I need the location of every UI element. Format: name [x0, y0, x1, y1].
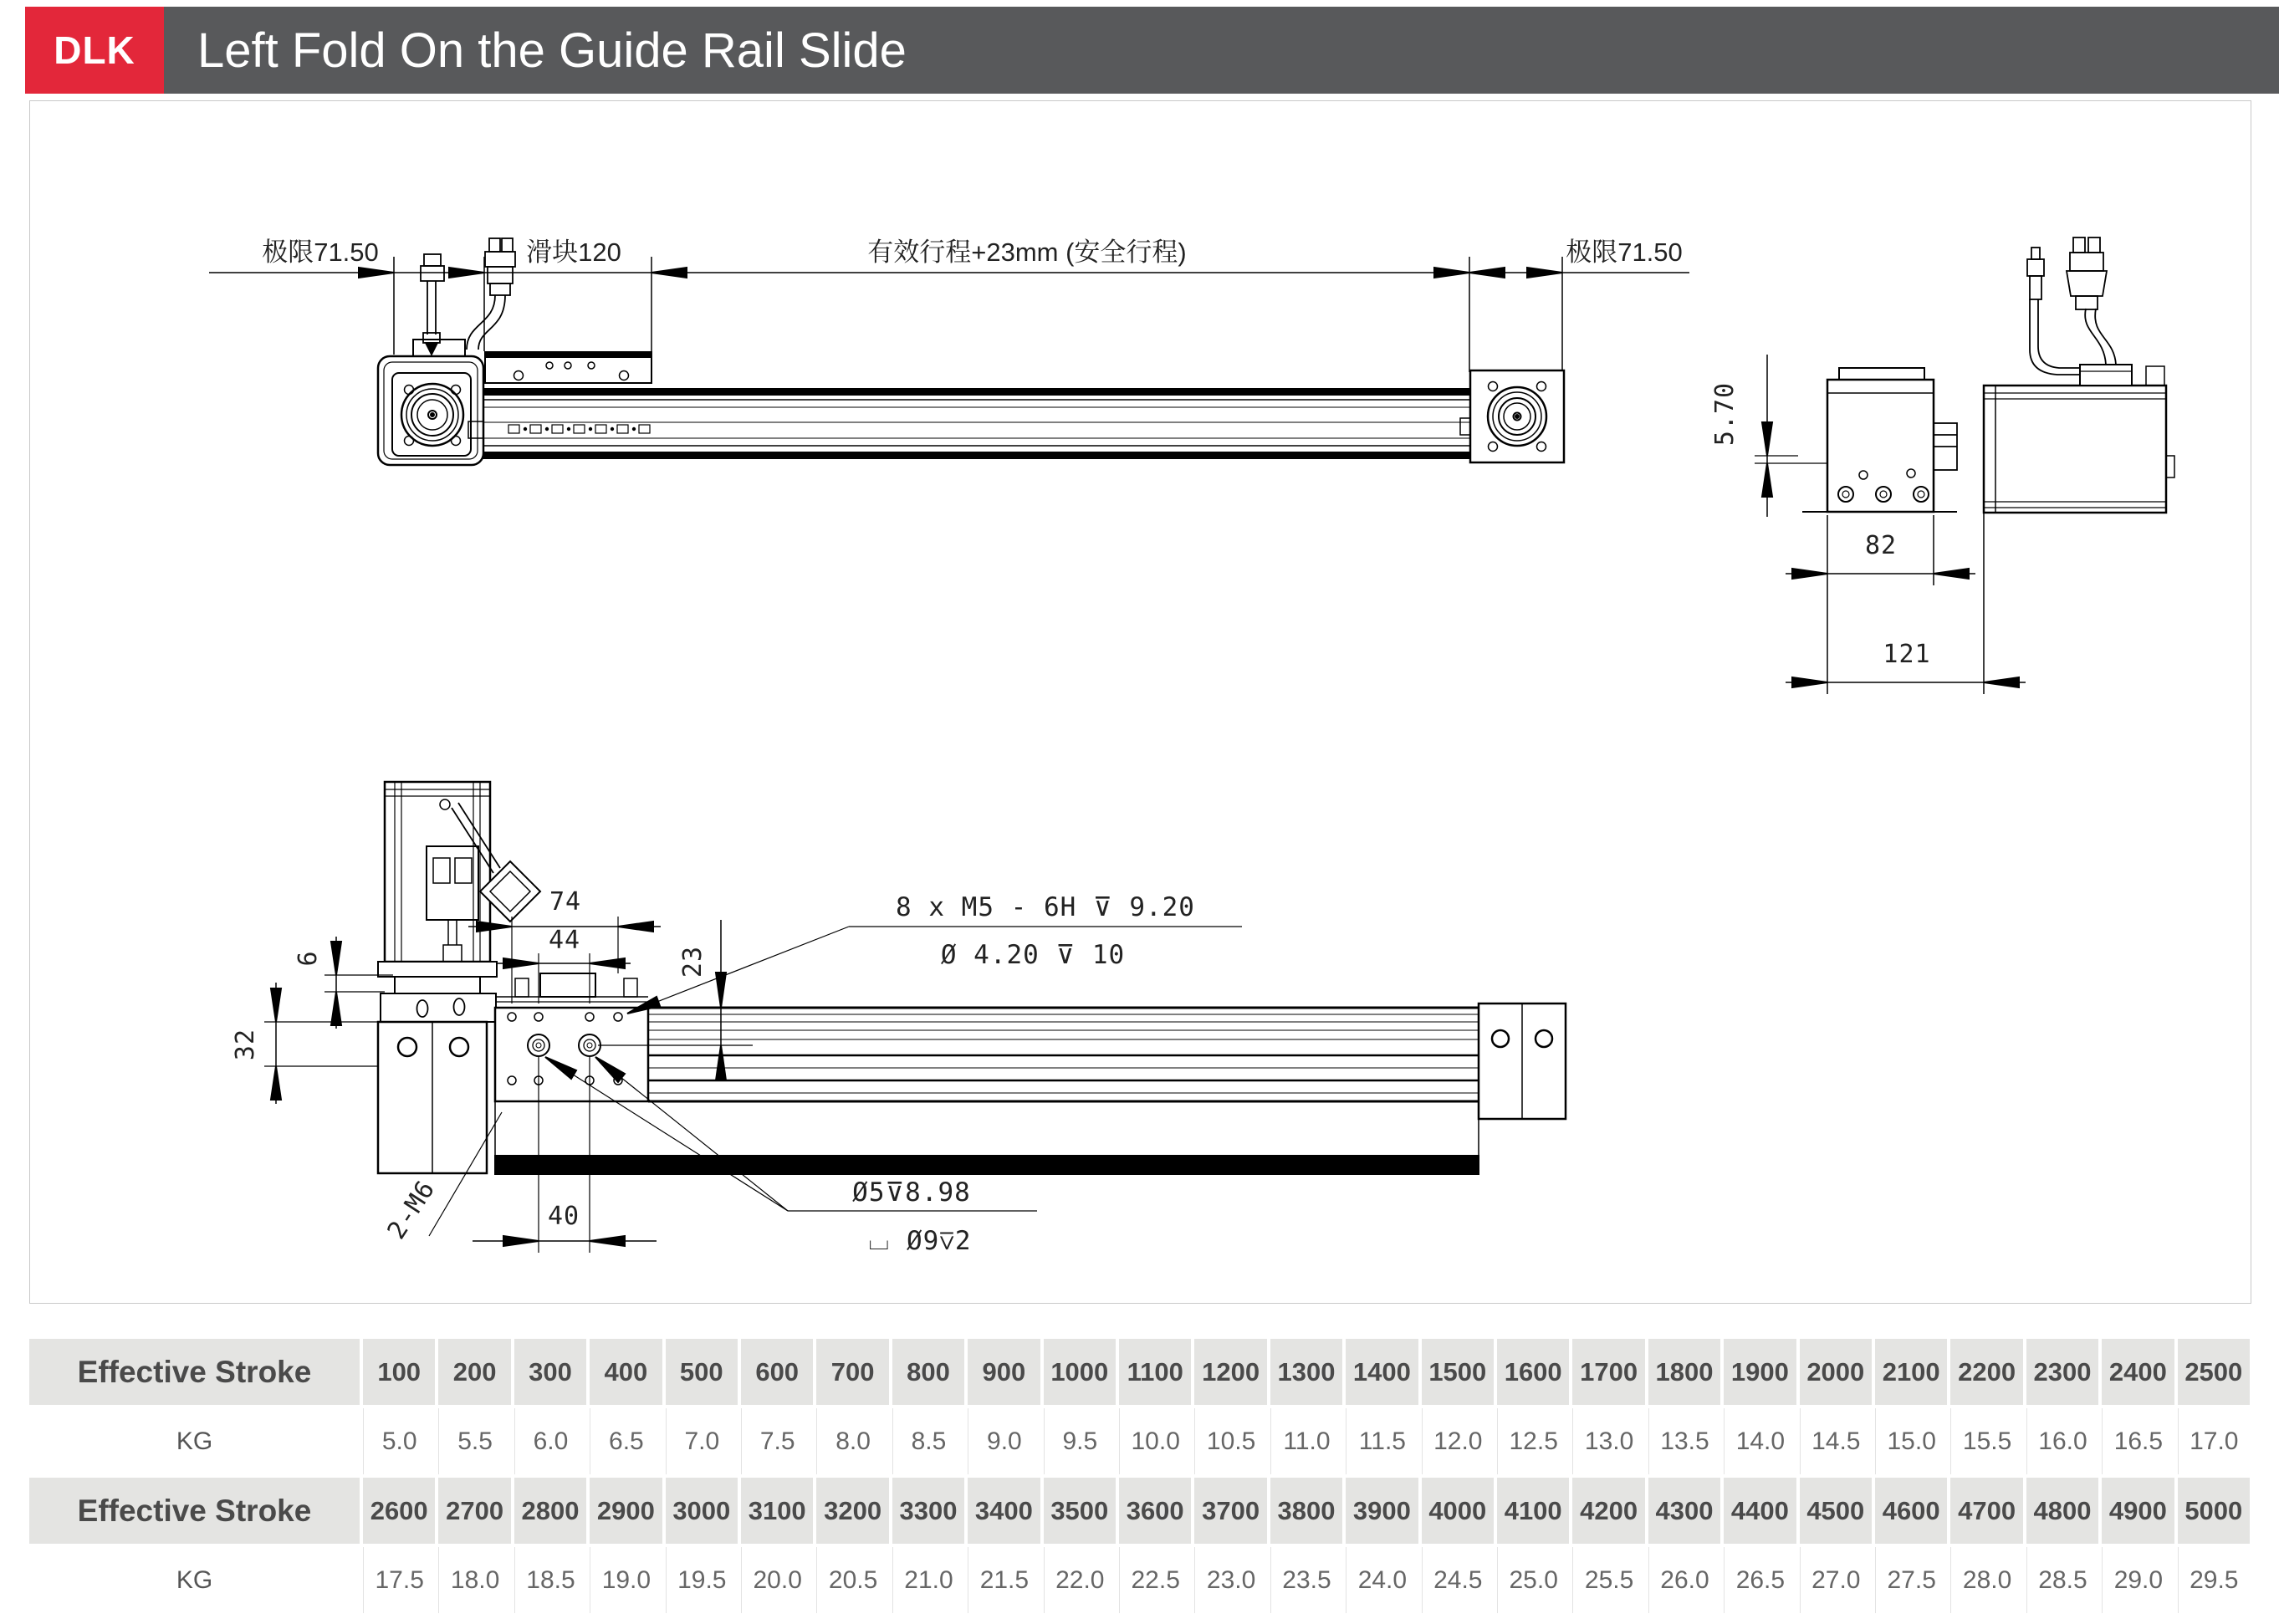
- kg-value: 17.0: [2178, 1408, 2250, 1474]
- stroke-value: 900: [968, 1339, 1040, 1405]
- slider-block-front-view: [495, 973, 648, 1101]
- kg-value: 5.0: [363, 1408, 435, 1474]
- kg-value: 22.0: [1044, 1547, 1116, 1613]
- row-label: KG: [29, 1408, 360, 1474]
- mount-block-front-view: [378, 1022, 487, 1173]
- connector-small-icon: [2031, 248, 2040, 259]
- label-2-m6: 2-M6: [381, 1175, 442, 1245]
- stroke-value: 100: [363, 1339, 435, 1405]
- kg-value: 24.5: [1422, 1547, 1494, 1613]
- stroke-value: 5000: [2178, 1478, 2250, 1544]
- stroke-value: 3600: [1119, 1478, 1191, 1544]
- front-view: [231, 782, 1566, 1256]
- stroke-value: 1800: [1648, 1339, 1720, 1405]
- kg-value: 16.0: [2026, 1408, 2098, 1474]
- callout-cb-line1: Ø5⊽8.98: [852, 1177, 971, 1208]
- kg-value: 19.0: [590, 1547, 662, 1613]
- stroke-value: 4900: [2102, 1478, 2174, 1544]
- kg-value: 27.5: [1875, 1547, 1947, 1613]
- stroke-value: 2600: [363, 1478, 435, 1544]
- row-label: Effective Stroke: [29, 1478, 360, 1544]
- kg-value: 22.5: [1119, 1547, 1191, 1613]
- table-row-kg: [29, 1408, 2250, 1474]
- dim-74: 74: [549, 887, 582, 917]
- kg-value: 7.5: [741, 1408, 813, 1474]
- base-front-view: [495, 1101, 1479, 1156]
- stroke-value: 3300: [892, 1478, 964, 1544]
- stroke-value: 4600: [1875, 1478, 1947, 1544]
- stroke-value: 3100: [741, 1478, 813, 1544]
- stroke-value: 1500: [1422, 1339, 1494, 1405]
- kg-value: 29.5: [2178, 1547, 2250, 1613]
- rail-top-view: [483, 389, 1470, 458]
- stroke-value: 500: [666, 1339, 738, 1405]
- belt-clamp-side-view: [1934, 423, 1957, 470]
- dim-23: 23: [678, 945, 708, 978]
- kg-value: 17.5: [363, 1547, 435, 1613]
- kg-value: 15.5: [1950, 1408, 2022, 1474]
- stroke-value: 4500: [1800, 1478, 1872, 1544]
- dim-121: 121: [1883, 640, 1931, 669]
- kg-value: 13.5: [1648, 1408, 1720, 1474]
- stroke-value: 4400: [1724, 1478, 1796, 1544]
- stroke-value: 1700: [1572, 1339, 1644, 1405]
- end-block-front-view: [1479, 1004, 1566, 1119]
- callout-m5-line1: 8 x M5 - 6H ⊽ 9.20: [896, 892, 1195, 922]
- stroke-value: 4300: [1648, 1478, 1720, 1544]
- dim-effective-stroke: 有效行程+23mm (安全行程): [867, 237, 1187, 267]
- brand-logo: DLK: [25, 7, 164, 94]
- dim-44: 44: [548, 926, 581, 955]
- stroke-value: 2100: [1875, 1339, 1947, 1405]
- kg-value: 27.0: [1800, 1547, 1872, 1613]
- stroke-value: 1200: [1194, 1339, 1266, 1405]
- stroke-value: 1100: [1119, 1339, 1191, 1405]
- dim-82: 82: [1864, 531, 1898, 560]
- kg-value: 8.5: [892, 1408, 964, 1474]
- slider-block-top-view: [485, 352, 652, 383]
- kg-value: 14.5: [1800, 1408, 1872, 1474]
- kg-value: 13.0: [1572, 1408, 1644, 1474]
- sensor-strip: [508, 425, 650, 433]
- stroke-value: 4700: [1950, 1478, 2022, 1544]
- stroke-value: 2000: [1800, 1339, 1872, 1405]
- dim-40: 40: [547, 1202, 580, 1231]
- stroke-table: [29, 1339, 2250, 1613]
- stroke-value: 1300: [1270, 1339, 1342, 1405]
- kg-value: 20.5: [816, 1547, 888, 1613]
- dim-limit-left: 极限71.50: [262, 237, 379, 267]
- base-band: [495, 1156, 1479, 1174]
- kg-value: 28.0: [1950, 1547, 2022, 1613]
- callout-m5-line2: Ø 4.20 ⊽ 10: [940, 940, 1126, 970]
- stroke-value: 1000: [1044, 1339, 1116, 1405]
- kg-value: 18.0: [438, 1547, 510, 1613]
- stroke-value: 700: [816, 1339, 888, 1405]
- kg-value: 19.5: [666, 1547, 738, 1613]
- table-row-kg: [29, 1547, 2250, 1613]
- stroke-value: 1900: [1724, 1339, 1796, 1405]
- kg-value: 9.5: [1044, 1408, 1116, 1474]
- stroke-value: 2200: [1950, 1339, 2022, 1405]
- stroke-value: 300: [514, 1339, 586, 1405]
- kg-value: 6.0: [514, 1408, 586, 1474]
- motor-side-view: [1984, 365, 2174, 513]
- stroke-value: 3900: [1346, 1478, 1418, 1544]
- kg-value: 5.5: [438, 1408, 510, 1474]
- stroke-value: 1400: [1346, 1339, 1418, 1405]
- stroke-value: 800: [892, 1339, 964, 1405]
- kg-value: 25.5: [1572, 1547, 1644, 1613]
- idler-end-block-top-view: [1460, 370, 1564, 462]
- kg-value: 18.5: [514, 1547, 586, 1613]
- page-title: Left Fold On the Guide Rail Slide: [197, 23, 907, 78]
- cables-side-view: [2027, 237, 2116, 375]
- motor-end-block-top-view: [378, 356, 483, 465]
- stroke-value: 2700: [438, 1478, 510, 1544]
- stroke-value: 2400: [2102, 1339, 2174, 1405]
- connector-large-icon: [2073, 237, 2085, 253]
- kg-value: 12.0: [1422, 1408, 1494, 1474]
- row-label: Effective Stroke: [29, 1339, 360, 1405]
- dim-32: 32: [231, 1028, 260, 1061]
- top-view: [209, 237, 1689, 465]
- stroke-value: 2300: [2026, 1339, 2098, 1405]
- callout-cb-line2: ⌴ Ø9⊽2: [868, 1226, 972, 1256]
- cable-connector-large-top-view: [467, 238, 515, 350]
- kg-value: 16.5: [2102, 1408, 2174, 1474]
- stroke-value: 3700: [1194, 1478, 1266, 1544]
- row-label: KG: [29, 1547, 360, 1613]
- kg-value: 20.0: [741, 1547, 813, 1613]
- kg-value: 12.5: [1497, 1408, 1569, 1474]
- kg-value: 23.5: [1270, 1547, 1342, 1613]
- kg-value: 28.5: [2026, 1547, 2098, 1613]
- stroke-value: 4100: [1497, 1478, 1569, 1544]
- dim-limit-right: 极限71.50: [1566, 237, 1683, 267]
- kg-value: 29.0: [2102, 1547, 2174, 1613]
- kg-value: 9.0: [968, 1408, 1040, 1474]
- stroke-value: 200: [438, 1339, 510, 1405]
- kg-value: 24.0: [1346, 1547, 1418, 1613]
- stroke-value: 4000: [1422, 1478, 1494, 1544]
- motor-front-view: [378, 782, 540, 1022]
- kg-value: 10.5: [1194, 1408, 1266, 1474]
- kg-value: 10.0: [1119, 1408, 1191, 1474]
- stroke-value: 3200: [816, 1478, 888, 1544]
- kg-value: 6.5: [590, 1408, 662, 1474]
- kg-value: 11.0: [1270, 1408, 1342, 1474]
- kg-value: 8.0: [816, 1408, 888, 1474]
- kg-value: 25.0: [1497, 1547, 1569, 1613]
- rail-front-view: [648, 1008, 1479, 1101]
- kg-value: 11.5: [1346, 1408, 1418, 1474]
- dim-6: 6: [294, 950, 323, 967]
- stroke-value: 2800: [514, 1478, 586, 1544]
- kg-value: 21.0: [892, 1547, 964, 1613]
- kg-value: 14.0: [1724, 1408, 1796, 1474]
- table-row-stroke: [29, 1478, 2250, 1544]
- kg-value: 23.0: [1194, 1547, 1266, 1613]
- stroke-value: 2500: [2178, 1339, 2250, 1405]
- stroke-value: 3000: [666, 1478, 738, 1544]
- stroke-value: 3400: [968, 1478, 1040, 1544]
- stroke-value: 4200: [1572, 1478, 1644, 1544]
- table-row-stroke: [29, 1339, 2250, 1405]
- stroke-value: 1600: [1497, 1339, 1569, 1405]
- dim-5-70: 5.70: [1710, 381, 1740, 447]
- kg-value: 26.0: [1648, 1547, 1720, 1613]
- stroke-value: 3500: [1044, 1478, 1116, 1544]
- side-view: [1710, 237, 2174, 694]
- kg-value: 7.0: [666, 1408, 738, 1474]
- stroke-value: 4800: [2026, 1478, 2098, 1544]
- stroke-value: 400: [590, 1339, 662, 1405]
- kg-value: 15.0: [1875, 1408, 1947, 1474]
- stroke-value: 3800: [1270, 1478, 1342, 1544]
- dim-slider-120: 滑块120: [526, 237, 621, 267]
- stroke-value: 600: [741, 1339, 813, 1405]
- kg-value: 26.5: [1724, 1547, 1796, 1613]
- stroke-value: 2900: [590, 1478, 662, 1544]
- kg-value: 21.5: [968, 1547, 1040, 1613]
- cable-gland: [413, 340, 465, 356]
